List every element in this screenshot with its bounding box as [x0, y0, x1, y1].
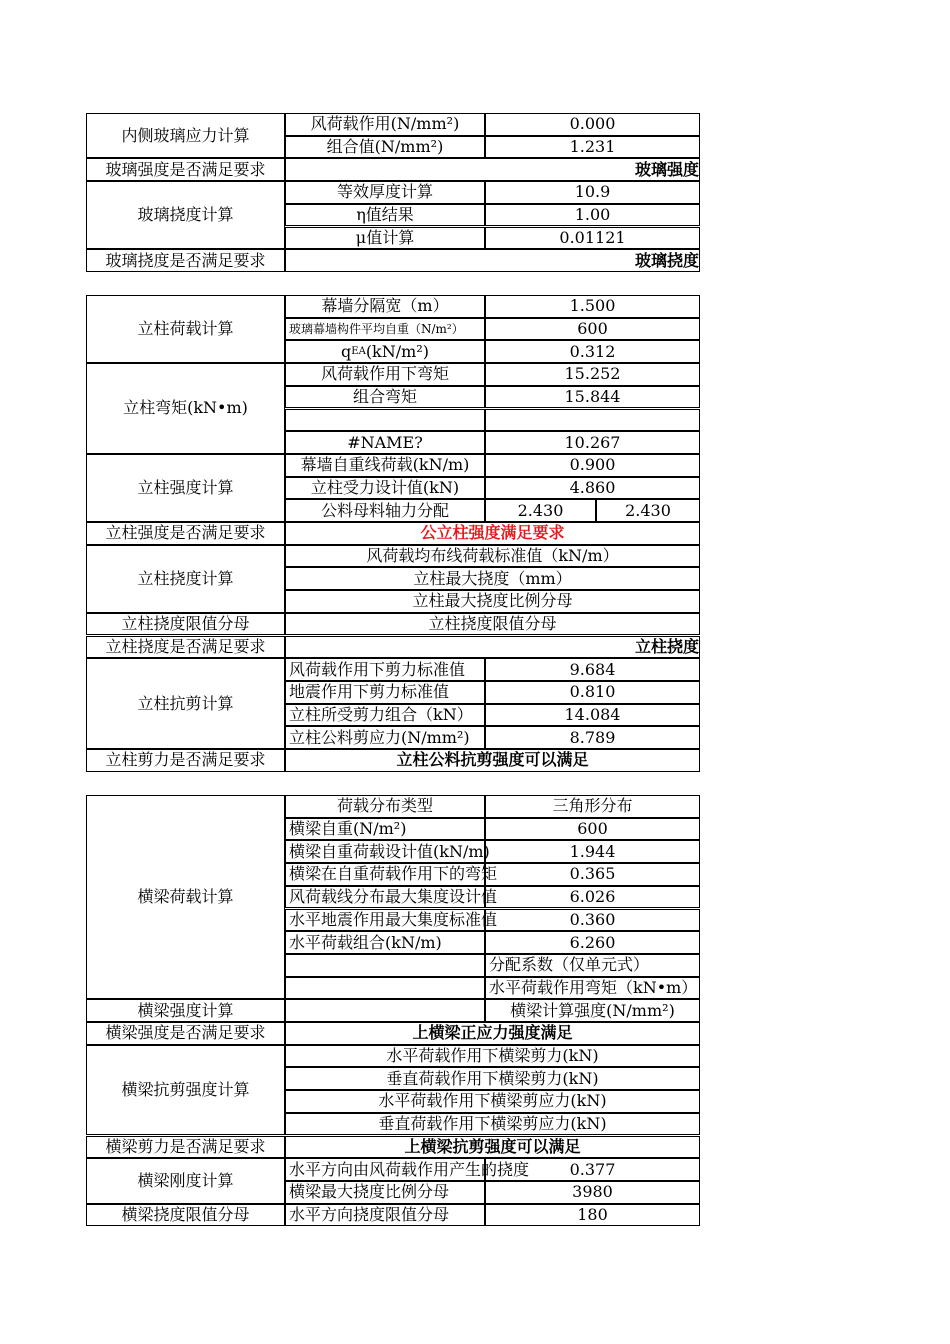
- beam-load-value[interactable]: 600: [485, 818, 700, 841]
- column-shear-value[interactable]: 8.789: [485, 726, 700, 749]
- column-moment-value[interactable]: 15.252: [485, 363, 700, 386]
- beam-strength-check-label[interactable]: 横梁强度是否满足要求: [86, 1022, 285, 1045]
- beam-strength-check-result[interactable]: 上横梁正应力强度满足: [285, 1022, 700, 1045]
- column-deflection-check-row: [86, 636, 700, 659]
- glass-deflection-value[interactable]: 10.9: [485, 181, 700, 204]
- column-moment-label[interactable]: #NAME?: [285, 431, 485, 454]
- glass-deflection-value[interactable]: 1.00: [485, 204, 700, 227]
- glass-strength-check-result[interactable]: 玻璃强度: [285, 158, 700, 181]
- beam-load-row: [86, 909, 700, 932]
- beam-load-row: [86, 863, 700, 886]
- beam-load-value[interactable]: 0.365: [485, 863, 700, 886]
- column-strength-value[interactable]: 4.860: [485, 477, 700, 500]
- beam-shear-row: [86, 1113, 700, 1136]
- column-moment-row: [86, 431, 700, 454]
- column-shear-value[interactable]: 9.684: [485, 658, 700, 681]
- column-moment-row: [86, 363, 700, 386]
- column-strength-check-row: [86, 522, 700, 545]
- group-column-load[interactable]: 立柱荷载计算: [86, 295, 285, 363]
- column-load-row: [86, 318, 700, 341]
- glass-deflection-row: [86, 181, 700, 204]
- column-moment-label[interactable]: 风荷载作用下弯矩: [285, 363, 485, 386]
- column-shear-row: [86, 681, 700, 704]
- column-axial-row: [86, 499, 700, 522]
- glass-strength-check-row: [86, 158, 700, 181]
- column-load-value[interactable]: 0.312: [485, 340, 700, 363]
- beam-load-extra-label[interactable]: [285, 977, 485, 1000]
- column-load-row: [86, 295, 700, 318]
- column-strength-value[interactable]: 0.900: [485, 454, 700, 477]
- column-moment-row: [86, 409, 700, 432]
- beam-shear-item[interactable]: 水平荷载作用下横梁剪力(kN): [285, 1045, 700, 1068]
- beam-load-label[interactable]: 横梁自重荷载设计值(kN/m): [285, 840, 485, 863]
- column-strength-check-label[interactable]: 立柱强度是否满足要求: [86, 522, 285, 545]
- beam-load-row: [86, 886, 700, 909]
- beam-load-row: [86, 931, 700, 954]
- beam-load-extra-row: [86, 977, 700, 1000]
- column-shear-row: [86, 658, 700, 681]
- beam-stiffness-value[interactable]: 0.377: [485, 1158, 700, 1181]
- column-deflection-item[interactable]: 立柱最大挠度（mm）: [285, 567, 700, 590]
- column-deflection-check-label[interactable]: 立柱挠度是否满足要求: [86, 636, 285, 659]
- group-beam-stiffness[interactable]: 横梁刚度计算: [86, 1158, 285, 1203]
- column-moment-row: [86, 386, 700, 409]
- glass-deflection-check-label[interactable]: 玻璃挠度是否满足要求: [86, 249, 285, 272]
- beam-load-extra-value[interactable]: 分配系数（仅单元式）: [485, 954, 700, 977]
- inner-glass-label[interactable]: 风荷载作用(N/mm²): [285, 113, 485, 136]
- group-column-moment[interactable]: 立柱弯矩(kN•m): [86, 363, 285, 454]
- column-strength-row: [86, 477, 700, 500]
- beam-load-extra-label[interactable]: [285, 954, 485, 977]
- beam-load-row: [86, 840, 700, 863]
- glass-deflection-row: [86, 227, 700, 250]
- beam-shear-check-row: [86, 1136, 700, 1159]
- axial-value-a[interactable]: 2.430: [485, 499, 596, 522]
- glass-deflection-label[interactable]: 等效厚度计算: [285, 181, 485, 204]
- beam-shear-item[interactable]: 垂直荷载作用下横梁剪应力(kN): [285, 1113, 700, 1136]
- beam-load-label[interactable]: 水平荷载组合(kN/m): [285, 931, 485, 954]
- beam-shear-row: [86, 1045, 700, 1068]
- beam-load-value[interactable]: 6.026: [485, 886, 700, 909]
- beam-load-value[interactable]: 1.944: [485, 840, 700, 863]
- column-deflection-limit-row: [86, 613, 700, 636]
- column-shear-value[interactable]: 14.084: [485, 704, 700, 727]
- column-strength-label[interactable]: 幕墙自重线荷载(kN/m): [285, 454, 485, 477]
- group-beam-load[interactable]: 横梁荷载计算: [86, 795, 285, 999]
- column-deflection-row: [86, 567, 700, 590]
- beam-load-extra-value[interactable]: 水平荷载作用弯矩（kN•m）: [485, 977, 700, 1000]
- group-column-shear[interactable]: 立柱抗剪计算: [86, 658, 285, 749]
- beam-shear-row: [86, 1067, 700, 1090]
- beam-strength-value[interactable]: 横梁计算强度(N/mm²): [485, 999, 700, 1022]
- beam-deflection-limit-value[interactable]: 180: [485, 1204, 700, 1227]
- inner-glass-value[interactable]: 0.000: [485, 113, 700, 136]
- beam-load-label[interactable]: 风荷载线分布最大集度设计值: [285, 886, 485, 909]
- beam-load-label[interactable]: 水平地震作用最大集度标准值: [285, 909, 485, 932]
- beam-load-value[interactable]: 三角形分布: [485, 795, 700, 818]
- glass-deflection-value[interactable]: 0.01121: [485, 227, 700, 250]
- column-shear-label[interactable]: 立柱公料剪应力(N/mm²): [285, 726, 485, 749]
- column-moment-label[interactable]: 组合弯矩: [285, 386, 485, 409]
- column-deflection-check-result[interactable]: 立柱挠度: [285, 636, 700, 659]
- column-moment-value[interactable]: 15.844: [485, 386, 700, 409]
- beam-load-value[interactable]: 0.360: [485, 909, 700, 932]
- group-inner-glass-stress[interactable]: 内侧玻璃应力计算: [86, 113, 285, 158]
- column-load-label[interactable]: 玻璃幕墙构件平均自重（N/m²）: [285, 318, 485, 341]
- beam-load-row: [86, 795, 700, 818]
- group-glass-deflection[interactable]: 玻璃挠度计算: [86, 181, 285, 249]
- beam-deflection-limit-label[interactable]: 横梁挠度限值分母: [86, 1204, 285, 1227]
- beam-stiffness-label[interactable]: 横梁最大挠度比例分母: [285, 1181, 485, 1204]
- column-shear-value[interactable]: 0.810: [485, 681, 700, 704]
- beam-load-label[interactable]: 荷载分布类型: [285, 795, 485, 818]
- beam-strength-empty[interactable]: [285, 999, 485, 1022]
- inner-glass-label[interactable]: 组合值(N/mm²): [285, 136, 485, 159]
- column-strength-label[interactable]: 立柱受力设计值(kN): [285, 477, 485, 500]
- axial-value-b[interactable]: 2.430: [596, 499, 700, 522]
- column-deflection-limit-value[interactable]: 立柱挠度限值分母: [285, 613, 700, 636]
- beam-strength-check-row: [86, 1022, 700, 1045]
- beam-shear-item[interactable]: 水平荷载作用下横梁剪应力(kN): [285, 1090, 700, 1113]
- beam-load-row: [86, 818, 700, 841]
- column-deflection-limit-label[interactable]: 立柱挠度限值分母: [86, 613, 285, 636]
- column-strength-check-result[interactable]: 公立柱强度满足要求: [285, 522, 700, 545]
- group-column-strength[interactable]: 立柱强度计算: [86, 454, 285, 522]
- column-shear-check-row: [86, 749, 700, 772]
- beam-load-label[interactable]: 横梁自重(N/m²): [285, 818, 485, 841]
- glass-deflection-row: [86, 204, 700, 227]
- beam-shear-check-result[interactable]: 上横梁抗剪强度可以满足: [285, 1136, 700, 1159]
- column-shear-row: [86, 726, 700, 749]
- column-moment-value[interactable]: 10.267: [485, 431, 700, 454]
- glass-deflection-label[interactable]: η值结果: [285, 204, 485, 227]
- beam-stiffness-value[interactable]: 3980: [485, 1181, 700, 1204]
- beam-strength-row: [86, 999, 700, 1022]
- beam-load-value[interactable]: 6.260: [485, 931, 700, 954]
- glass-deflection-label[interactable]: μ值计算: [285, 227, 485, 250]
- column-deflection-item[interactable]: 风荷载均布线荷载标准值（kN/m）: [285, 545, 700, 568]
- column-strength-row: [86, 454, 700, 477]
- column-load-value[interactable]: 1.500: [485, 295, 700, 318]
- axial-label[interactable]: 公料母料轴力分配: [285, 499, 485, 522]
- column-load-value[interactable]: 600: [485, 318, 700, 341]
- beam-shear-item[interactable]: 垂直荷载作用下横梁剪力(kN): [285, 1067, 700, 1090]
- beam-load-extra-row: [86, 954, 700, 977]
- column-shear-check-result[interactable]: 立柱公料抗剪强度可以满足: [285, 749, 700, 772]
- column-moment-label[interactable]: [285, 409, 485, 432]
- beam-strength-label[interactable]: 横梁强度计算: [86, 999, 285, 1022]
- beam-deflection-limit-sublabel[interactable]: 水平方向挠度限值分母: [285, 1204, 485, 1227]
- column-moment-value[interactable]: [485, 409, 700, 432]
- inner-glass-row: [86, 113, 700, 136]
- column-deflection-item[interactable]: 立柱最大挠度比例分母: [285, 590, 700, 613]
- column-shear-label[interactable]: 立柱所受剪力组合（kN）: [285, 704, 485, 727]
- inner-glass-value[interactable]: 1.231: [485, 136, 700, 159]
- column-load-label[interactable]: q EA (kN/m²): [285, 340, 485, 363]
- inner-glass-row: [86, 136, 700, 159]
- beam-stiffness-row: [86, 1158, 700, 1181]
- group-beam-shear[interactable]: 横梁抗剪强度计算: [86, 1045, 285, 1136]
- beam-load-label[interactable]: 横梁在自重荷载作用下的弯矩: [285, 863, 485, 886]
- column-load-label[interactable]: 幕墙分隔宽（m）: [285, 295, 485, 318]
- beam-deflection-limit-row: [86, 1204, 700, 1227]
- column-shear-check-label[interactable]: 立柱剪力是否满足要求: [86, 749, 285, 772]
- glass-deflection-check-row: [86, 249, 700, 272]
- beam-shear-row: [86, 1090, 700, 1113]
- column-shear-label[interactable]: 地震作用下剪力标准值: [285, 681, 485, 704]
- column-shear-row: [86, 704, 700, 727]
- glass-strength-check-label[interactable]: 玻璃强度是否满足要求: [86, 158, 285, 181]
- beam-stiffness-label[interactable]: 水平方向由风荷载作用产生的挠度: [285, 1158, 485, 1181]
- column-deflection-row: [86, 545, 700, 568]
- column-deflection-row: [86, 590, 700, 613]
- beam-shear-check-label[interactable]: 横梁剪力是否满足要求: [86, 1136, 285, 1159]
- column-load-row: [86, 340, 700, 363]
- beam-stiffness-row: [86, 1181, 700, 1204]
- glass-deflection-check-result[interactable]: 玻璃挠度: [285, 249, 700, 272]
- group-column-deflection[interactable]: 立柱挠度计算: [86, 545, 285, 613]
- column-shear-label[interactable]: 风荷载作用下剪力标准值: [285, 658, 485, 681]
